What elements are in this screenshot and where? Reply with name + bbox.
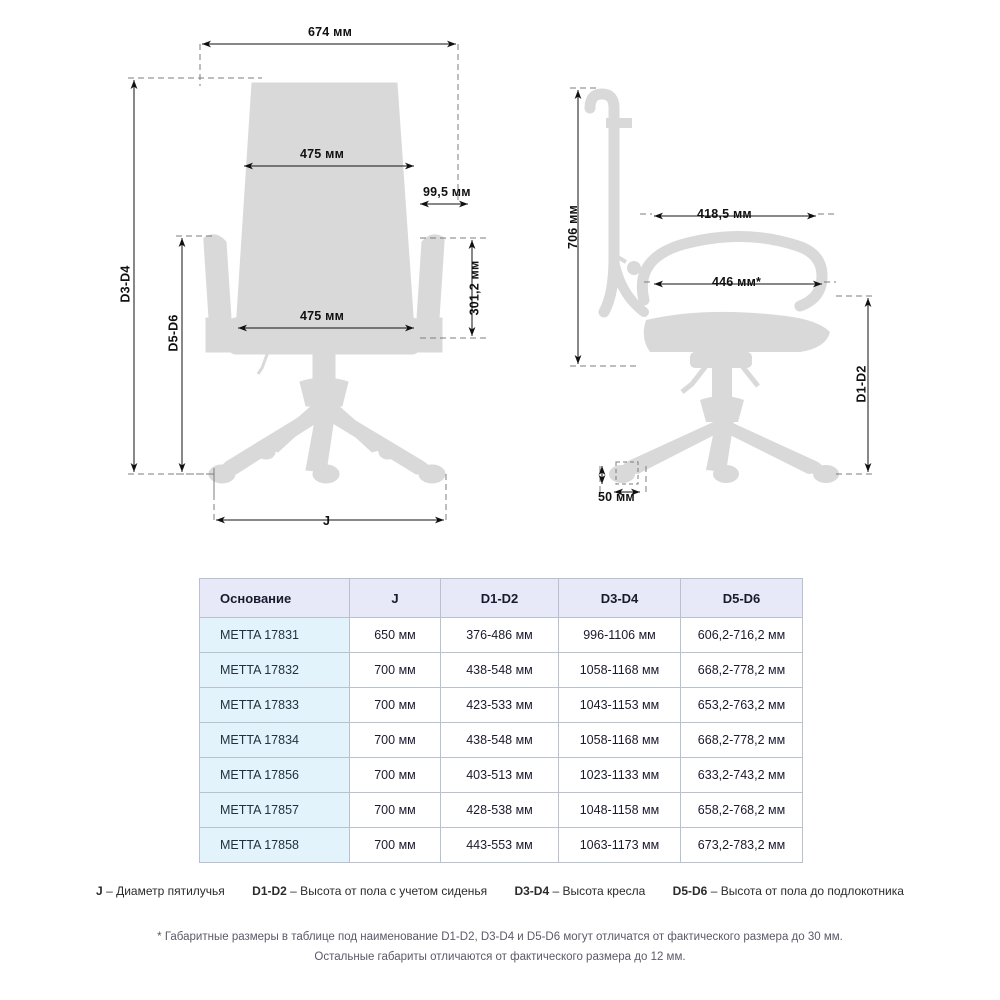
footnote-line-2: Остальные габариты отличаются от фактического размера до 12 мм. xyxy=(314,950,686,963)
table-row xyxy=(200,793,803,828)
table-header-row xyxy=(200,579,803,618)
cell-d5d6: 633,2-743,2 мм xyxy=(681,758,803,793)
cell-base: METTA 17834 xyxy=(200,723,350,758)
table-row xyxy=(200,828,803,863)
table-row xyxy=(200,758,803,793)
cell-d5d6: 673,2-783,2 мм xyxy=(681,828,803,863)
cell-j: 700 мм xyxy=(350,653,441,688)
cell-d5d6: 658,2-768,2 мм xyxy=(681,793,803,828)
cell-d3d4: 1058-1168 мм xyxy=(559,723,681,758)
specifications-table xyxy=(199,578,803,863)
legend-code-j: J xyxy=(96,884,103,898)
legend-text-d3d4: – Высота кресла xyxy=(549,884,646,898)
dim-seat-depth-top: 418,5 мм xyxy=(697,207,752,221)
cell-base: METTA 17856 xyxy=(200,758,350,793)
cell-j: 700 мм xyxy=(350,758,441,793)
cell-d3d4: 1043-1153 мм xyxy=(559,688,681,723)
cell-d1d2: 438-548 мм xyxy=(441,723,559,758)
table-row xyxy=(200,688,803,723)
dim-backrest-height: 301,2 мм xyxy=(467,260,482,316)
cell-d3d4: 1048-1158 мм xyxy=(559,793,681,828)
dim-chair-height: D3-D4 xyxy=(118,265,133,303)
cell-d1d2: 403-513 мм xyxy=(441,758,559,793)
dim-seat-height: D1-D2 xyxy=(854,365,869,403)
legend-text-d1d2: – Высота от пола с учетом сиденья xyxy=(286,884,488,898)
cell-d1d2: 443-553 мм xyxy=(441,828,559,863)
table-row xyxy=(200,723,803,758)
cell-j: 700 мм xyxy=(350,793,441,828)
cell-d1d2: 438-548 мм xyxy=(441,653,559,688)
dim-backrest-width: 475 мм xyxy=(300,147,345,161)
cell-base: METTA 17832 xyxy=(200,653,350,688)
cell-base: METTA 17858 xyxy=(200,828,350,863)
cell-d3d4: 1023-1133 мм xyxy=(559,758,681,793)
cell-base: METTA 17833 xyxy=(200,688,350,723)
col-header-d3d4: D3-D4 xyxy=(559,579,681,618)
col-header-d1d2: D1-D2 xyxy=(441,579,559,618)
cell-d1d2: 423-533 мм xyxy=(441,688,559,723)
dim-base-diameter: J xyxy=(323,514,331,528)
dim-caster-size: 50 мм xyxy=(598,490,635,504)
cell-d1d2: 428-538 мм xyxy=(441,793,559,828)
cell-d3d4: 1058-1168 мм xyxy=(559,653,681,688)
cell-j: 700 мм xyxy=(350,723,441,758)
cell-d1d2: 376-486 мм xyxy=(441,618,559,653)
legend-text-d5d6: – Высота от пола до подлокотника xyxy=(707,884,904,898)
dim-armrest-height: D5-D6 xyxy=(166,314,181,352)
dim-overall-depth: 446 мм* xyxy=(712,275,762,289)
col-header-base: Основание xyxy=(200,579,350,618)
cell-d5d6: 668,2-778,2 мм xyxy=(681,653,803,688)
cell-base: METTA 17857 xyxy=(200,793,350,828)
dim-seat-width: 475 мм xyxy=(300,309,345,323)
legend-code-d5d6: D5-D6 xyxy=(672,884,708,898)
cell-d5d6: 653,2-763,2 мм xyxy=(681,688,803,723)
cell-base: METTA 17831 xyxy=(200,618,350,653)
front-view-chair xyxy=(204,83,445,483)
cell-j: 700 мм xyxy=(350,688,441,723)
legend-code-d3d4: D3-D4 xyxy=(514,884,550,898)
cell-d5d6: 606,2-716,2 мм xyxy=(681,618,803,653)
cell-d3d4: 1063-1173 мм xyxy=(559,828,681,863)
legend-text-j: – Диаметр пятилучья xyxy=(102,884,225,898)
dim-back-height: 706 мм xyxy=(566,204,581,250)
table-row xyxy=(200,653,803,688)
dim-overall-width: 674 мм xyxy=(308,25,353,39)
cell-j: 700 мм xyxy=(350,828,441,863)
legend-item-d1d2 xyxy=(252,884,487,898)
cell-j: 650 мм xyxy=(350,618,441,653)
legend-item-j xyxy=(96,884,225,898)
legend-code-d1d2: D1-D2 xyxy=(252,884,287,898)
col-header-j: J xyxy=(350,579,441,618)
cell-d3d4: 996-1106 мм xyxy=(559,618,681,653)
col-header-d5d6: D5-D6 xyxy=(681,579,803,618)
footnotes xyxy=(0,928,1000,967)
specifications-table-wrapper xyxy=(199,578,802,863)
table-row xyxy=(200,618,803,653)
cell-d5d6: 668,2-778,2 мм xyxy=(681,723,803,758)
legend-item-d3d4 xyxy=(514,884,645,898)
dim-armrest-offset: 99,5 мм xyxy=(423,185,471,199)
legend xyxy=(0,884,1000,898)
footnote-line-1: * Габаритные размеры в таблице под наименование D1-D2, D3-D4 и D5-D6 могут отличатся от фактического размера до 30 мм. xyxy=(157,931,843,943)
legend-item-d5d6 xyxy=(673,884,904,898)
